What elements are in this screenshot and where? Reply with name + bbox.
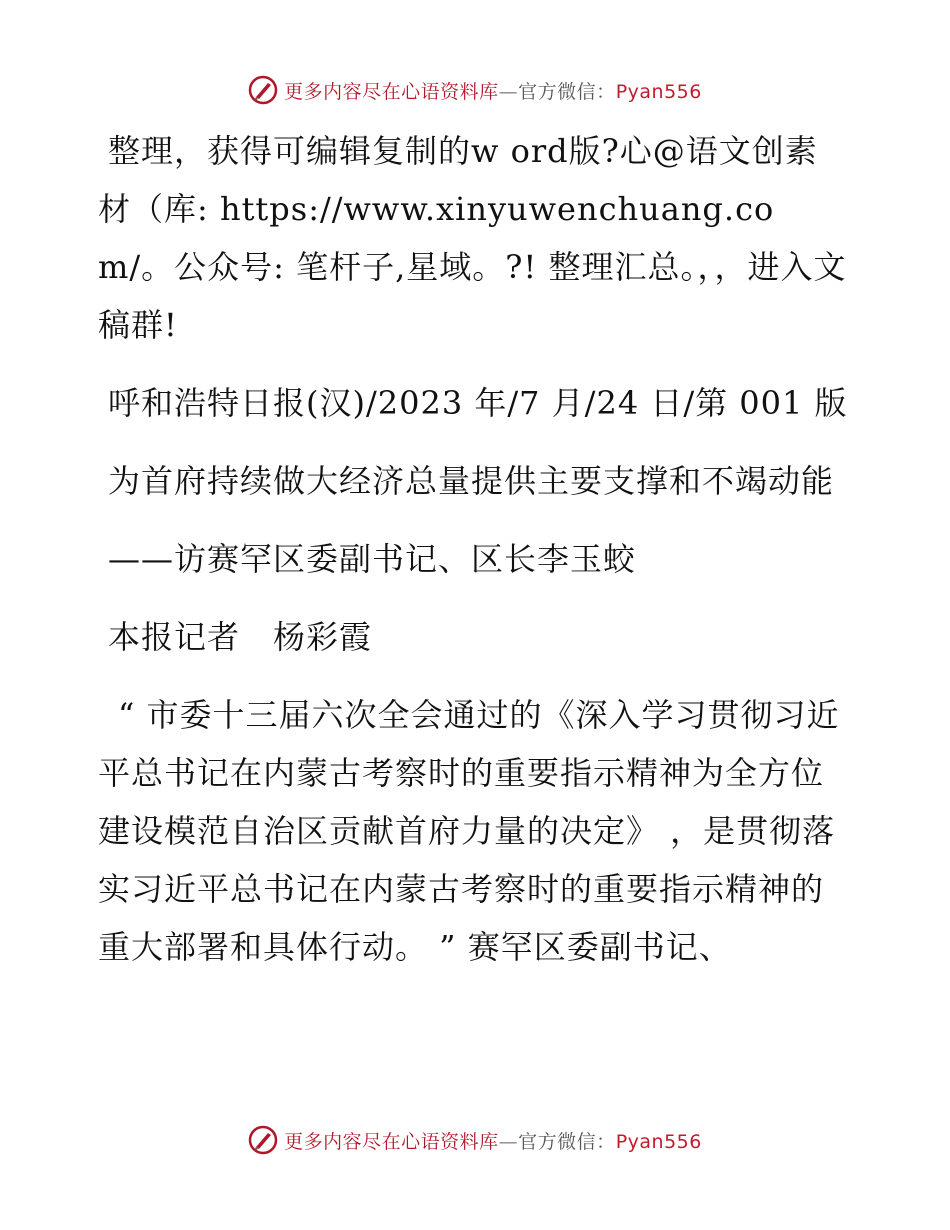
footer-banner bbox=[0, 1120, 950, 1160]
banner-separator: — bbox=[498, 1130, 519, 1153]
headline: 为首府持续做大经济总量提供主要支撑和不竭动能 bbox=[108, 462, 835, 500]
byline: 本报记者 杨彩霞 bbox=[108, 618, 373, 656]
banner-wechat-label: 官方微信： bbox=[518, 80, 616, 103]
banner-wechat-id: Pyan556 bbox=[615, 80, 702, 103]
document-body bbox=[98, 122, 850, 996]
subheadline: ——访赛罕区委副书记、区长李玉蛟 bbox=[108, 540, 637, 578]
banner-wechat-id: Pyan556 bbox=[615, 1130, 702, 1153]
banner-text bbox=[284, 1127, 702, 1154]
banner-text bbox=[284, 77, 702, 104]
banner-site-text: 更多内容尽在心语资料库 bbox=[284, 1130, 499, 1153]
source-line: 呼和浩特日报(汉)/2023 年/7 月/24 日/第 001 版 bbox=[108, 384, 848, 422]
quill-logo-icon bbox=[248, 75, 278, 105]
body-paragraph: “ 市委十三届六次全会通过的《深入学习贯彻习近平总书记在内蒙古考察时的重要指示精神为全方位建设模范自治区贡献首府力量的决定》 ，是贯彻落实习近平总书记在内蒙古考察时的重要指示精神的重大部署和具体行动。 ” 赛罕区委副书记、 bbox=[98, 696, 840, 966]
header-banner bbox=[0, 70, 950, 110]
banner-separator: — bbox=[498, 80, 519, 103]
quill-logo-icon bbox=[248, 1125, 278, 1155]
intro-paragraph: 整理，获得可编辑复制的w ord版?心@语文创素材（库: https://www.xinyuwenchuang.com/。公众号: 笔杆子,星域。?! 整理汇总。，，进入文稿群! bbox=[98, 132, 847, 344]
banner-site-text: 更多内容尽在心语资料库 bbox=[284, 80, 499, 103]
banner-wechat-label: 官方微信： bbox=[518, 1130, 616, 1153]
